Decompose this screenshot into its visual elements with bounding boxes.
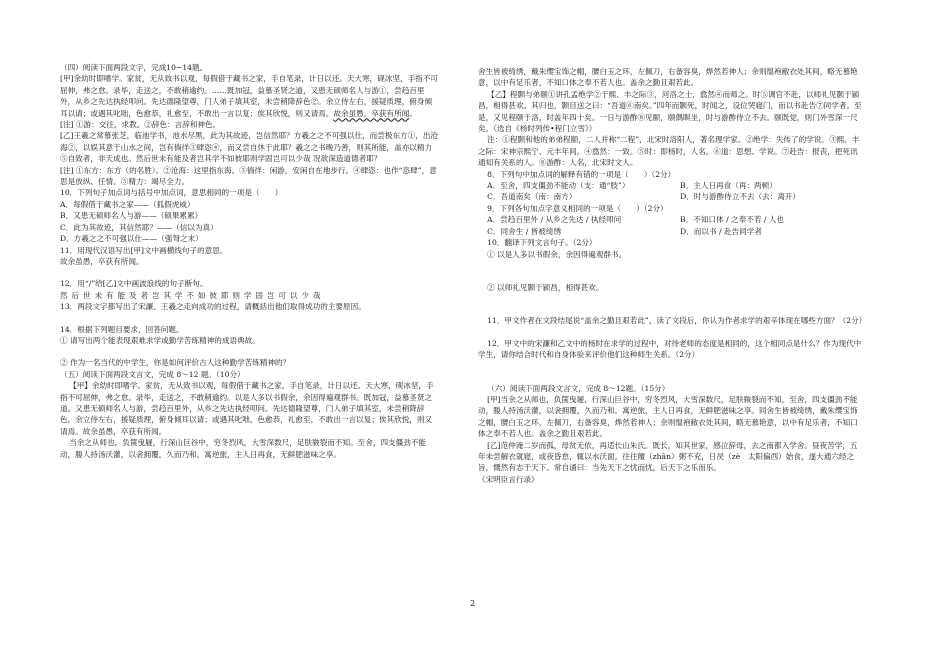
question-8-options-row-1 bbox=[478, 180, 864, 191]
section-6-yi-text: [乙]范仲淹二岁而孤，母贫无依，再适长山朱氏。既长，知其世家，感泣辞母，去之南都入学舍。昼夜苦学，五年未尝解衣就寝，或夜昏怠，辄以水沃面。往往饘（zhān）粥不充，日昃（zè 太阳偏西）始食，遂大通六经之旨，慨然有志于天下。常自诵曰：当先天下之忧而忧，后天下之乐而乐。 bbox=[478, 440, 858, 473]
question-8-option-c: C．吾道南矣（南：南方） bbox=[487, 192, 577, 202]
section-5-title: （五）阅读下面两段文言文，完成 8～12 题。（10分） bbox=[60, 369, 245, 379]
question-8: 8．下列句中加点词的解释有错的一项是（ ）（2分） bbox=[487, 169, 676, 179]
question-10-part-1: ① 以是人多以书假余，余因得遍观群书。 bbox=[487, 249, 627, 259]
question-10-option-a: A．每假借于藏书之家——（狐假虎威） bbox=[60, 199, 195, 209]
page-number: 2 bbox=[470, 599, 476, 608]
section-5-yi-text: 【乙】程颢与弟颐①讲孔孟绝学②于熙、丰之际③，河洛之士，翕然④而师之。时⑤调官不赴，以师礼见颢于颍昌，相得甚欢。其归也，颢目送之曰：“吾道⑥南矣。”四年而颢死，时闻之，设位哭寝门，而以书赴告⑦同学者。至是，又见程颐于洛，时盖年四十矣。一日与游酢⑧见颐，颐偶瞑坐，时与游酢侍立不去。颐既觉，则门外雪深一尺矣。（选自《杨时列传•程门立雪》） bbox=[478, 89, 862, 134]
section-6-source: 《宋明臣言行录》 bbox=[478, 474, 539, 484]
question-14-part-2: ② 作为一名当代的中学生，你是如何评价古人这种勤学苦练精神的？ bbox=[60, 358, 291, 368]
question-10-option-b: B．又患无硕师名人与游——（硕果累累） bbox=[60, 211, 203, 221]
right-column bbox=[478, 66, 867, 485]
question-9-option-a: A．尝趋百里外 / 从乡之先达 / 执经叩问 bbox=[487, 215, 622, 225]
section-4-yi-note: [注] ①东方：东方（的名胜）。②沧海：这里指东海。③徜徉：闲游，安闲自在地步行。④肆恣：也作“恣肆”，意思是放纵、任情。⑤精力：竭尽全力。 bbox=[60, 165, 437, 187]
section-6-title: （六）阅读下面两段文言文，完成 8～12题。（15分） bbox=[487, 383, 670, 393]
question-10-option-c: C．此为其故迹，其信然耶？——（信以为真） bbox=[60, 222, 218, 232]
question-14: 14．根据下列题目要求，回答问题。 bbox=[60, 324, 184, 334]
jia-end: 。 bbox=[409, 108, 417, 118]
question-9-options-row-2 bbox=[478, 226, 864, 237]
question-9: 9．下列各句加点字意义相同的一项是（ ）（2分） bbox=[487, 203, 668, 213]
question-12: 12．甲文中的宋濂和乙文中的杨时在求学的过程中，对待老师的态度是相同的，这个相同点是什么？作为现代中学生，请你结合时代和自身体验来评价他们这种师生关系。（2分） bbox=[478, 338, 862, 360]
section-5-continued: 舍生皆被绮绣，戴朱缨宝饰之帽，腰白玉之环，左佩刀，右备容臭，烨然若神人；余则缊袍敝衣处其间，略无慕艳意，以中有足乐者，不知口体之奉不若人也。盖余之勤且艰若此。 bbox=[478, 67, 858, 88]
question-11-sentence: 故余虽愚，卒获有所闻。 bbox=[60, 256, 144, 266]
question-9-option-b: B．不知口体 / 之奉不若 / 人也 bbox=[680, 215, 784, 225]
section-6-jia-text: [甲]当余之从师也，负箧曳屣，行深山巨谷中，穷冬烈风，大雪深数尺，足肤皲裂而不知，至舍，四支僵劲不能动，媵人持汤沃灌，以衾拥覆，久而乃和。寓逆旅，主人日再食，无鲜肥滋味之享。同舍生皆被绮绣，戴朱缨宝饰之帽，腰白玉之环，左佩刀，右备容臭，烨然若神人；余则缊袍敝衣处其间，略无慕艳意，以中有足乐者，不知口体之奉不若人也。盖余之勤且艰若此。 bbox=[478, 394, 858, 439]
section-5-jia-text-2: 当余之从师也，负箧曳屣，行深山巨谷中，穷冬烈风，大雪深数尺，足肤皲裂而不知。至舍，四支僵劲不能动，媵人持汤沃灌，以衾拥覆，久而乃和。寓逆旅，主人日再食，无鲜肥滋味之享。 bbox=[60, 438, 427, 459]
jia-body: [甲]余幼时即嗜学。家贫，无从致书以观，每假借于藏书之家，手自笔录，计日以还。天大寒，砚冰坚，手指不可屈伸，弗之怠。录毕，走送之，不敢稍逾约。……既加冠，益慕圣贤之道，又患无硕师名人与游①，尝趋百里外，从乡之先达执经叩问。先达德隆望尊，门人弟子填其室，未尝稍降辞色②。余立侍左右，援疑质理，俯身倾耳以请；或遇其叱咄，色愈恭，礼愈至，不敢出一言以复；俟其欣悦，则又请焉。 bbox=[60, 74, 439, 118]
question-9-option-c: C．同舍生 / 皆被绮绣 bbox=[487, 226, 562, 236]
section-4-title: （四）阅读下面两段文字，完成10~14题。 bbox=[60, 63, 208, 72]
question-13: 13．两段文字都写出了宋濂、王羲之走向成功的过程，请概括出他们取得成功的主要原因。 bbox=[60, 302, 366, 312]
question-8-option-b: B．主人日再食（再：两顿） bbox=[680, 181, 777, 191]
section-4-jia-text bbox=[60, 73, 438, 119]
question-11: 11．用现代汉语写出[甲]文中画横线句子的意思。 bbox=[60, 245, 228, 255]
question-11: 11．甲文作者在文段结尾说“盖余之勤且艰若此”，读了文段后，你认为作者求学的艰辛体现在哪些方面？（2分） bbox=[487, 316, 867, 326]
section-4-jia-note: [注] ①游：交往，求教。②辞色：言辞和神色。 bbox=[60, 120, 221, 130]
question-10-part-2: ② 以师礼见颢于颍昌，相得甚欢。 bbox=[487, 282, 604, 292]
question-8-option-d: D．时与游酢侍立不去（去：离开） bbox=[680, 192, 801, 202]
question-14-part-1: ① 请写出两个能表现艰难求学或勤学苦练精神的成语典故。 bbox=[60, 335, 260, 345]
question-12-sentence: 然后世未有能及者岂其学不如彼耶则学固岂可以少哉 bbox=[60, 290, 325, 300]
section-4-yi-text: [乙]王羲之常慕张芝，临池学书，池水尽黑，此为其故迹，岂信然耶？方羲之之不可强以仕，而尝极东方①，出沧海②，以娱其意于山水之间，岂有徜徉③肆恣④，而又尝自休于此耶？羲之之书晚乃善，则其所能，盖亦以精力⑤自致者，非天成也。然后世未有能及者岂其学不如彼耶则学固岂可以少哉 况欲深造道德者耶？ bbox=[60, 131, 439, 164]
left-column bbox=[60, 62, 438, 460]
question-10-option-d: D．方羲之之不可强以仕——（强弩之末） bbox=[60, 234, 203, 244]
question-8-options-row-2 bbox=[478, 191, 864, 202]
section-5-yi-note: 注：①程颢和他的弟弟程颐，二人并称“二程”，北宋时洛阳人，著名理学家。②绝学：失传了的学说。③熙、丰之际：宋神宗熙宁、元丰年间。④翕然：一致。⑤时：即杨时，人名。⑥道：思想、学说。⑦赴告：报丧，把死讯通知有关系的人。⑧游酢：人名，北宋时文人。 bbox=[478, 135, 860, 168]
jia-underlined-sentence: 故余虽愚，卒获有所闻 bbox=[333, 108, 410, 118]
question-10: 10．翻译下列文言句子。（2分） bbox=[487, 238, 597, 248]
question-9-options-row-1 bbox=[478, 214, 864, 225]
question-12: 12．用“/”给[乙]文中画波浪线的句子断句。 bbox=[60, 279, 208, 289]
question-8-option-a: A．至舍，四支僵劲不能动（支：通“肢”） bbox=[487, 181, 630, 191]
question-9-option-d: D．而以书 / 赴告同学者 bbox=[680, 226, 762, 236]
section-5-jia-text: 【甲】余幼时即嗜学。家贫，无从致书以观，每假借于藏书之家，手自笔录，计日以还。天大寒，砚冰坚，手指不可屈伸，弗之怠。录毕，走送之，不敢稍逾约。以是人多以书假余，余因得遍观群书。既加冠，益慕圣贤之道。又患无硕师名人与游，尝趋百里外，从乡之先达执经叩问。先达德隆望尊，门人弟子填其室，未尝稍降辞色。余立侍左右，援疑质理，俯身倾耳以请；或遇其叱咄，色愈恭，礼愈至，不敢出一言以复；俟其欣悦，则又请焉。故余虽愚，卒获有所闻。 bbox=[60, 381, 434, 436]
question-10: 10．下列句子加点词与括号中加点词，意思相同的一项是（ ） bbox=[60, 188, 283, 198]
